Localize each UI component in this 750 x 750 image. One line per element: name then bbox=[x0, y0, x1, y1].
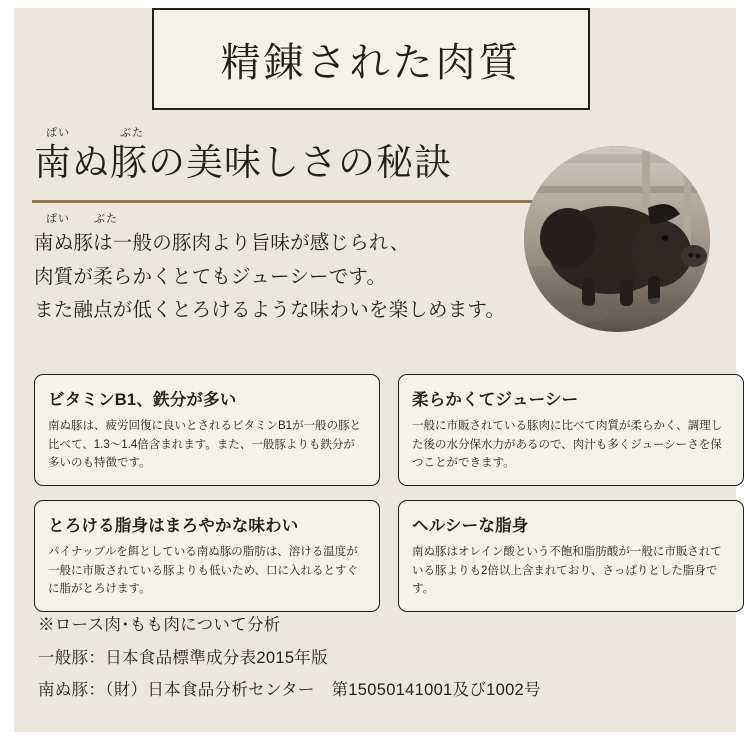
section-heading-block bbox=[34, 124, 564, 185]
top-margin bbox=[0, 0, 750, 8]
heading-ruby-row bbox=[34, 124, 564, 142]
pig-photo-illustration bbox=[524, 146, 710, 332]
section-heading: 南ぬ豚の美味しさの秘訣 bbox=[34, 141, 452, 184]
feature-box-list bbox=[34, 374, 744, 612]
body-ruby-1: ぱい bbox=[46, 213, 70, 225]
feature-title: 柔らかくてジューシー bbox=[412, 391, 579, 409]
page-title: 精錬された肉質 bbox=[220, 39, 522, 86]
feature-body: 南ぬ豚は、疲労回復に良いとされるビタミンB1が一般の豚と比べて、1.3〜1.4倍含まれます。また、一般豚よりも鉄分が多いのも特徴です。 bbox=[48, 420, 362, 470]
footnote-line: 南ぬ豚：（財）日本食品分析センター 第15050141001及び1002号 bbox=[38, 680, 541, 699]
feature-box bbox=[398, 500, 744, 612]
body-ruby-row bbox=[34, 210, 564, 227]
intro-line-2: 肉質が柔らかくとてもジューシーです。 bbox=[34, 265, 387, 288]
feature-title: ビタミンB1、鉄分が多い bbox=[48, 391, 237, 409]
heading-underline bbox=[32, 200, 547, 203]
heading-ruby-2: ぶた bbox=[120, 127, 144, 139]
feature-body: パイナップルを餌としている南ぬ豚の脂肪は、溶ける温度が一般に市販されている豚よりも低いため、口に入れるとすぐに脂がとろけます。 bbox=[48, 545, 359, 596]
bottom-margin bbox=[0, 732, 750, 750]
page-background bbox=[14, 0, 736, 750]
feature-title: ヘルシーな脂身 bbox=[412, 516, 529, 535]
feature-box bbox=[398, 374, 744, 486]
feature-body: 南ぬ豚はオレイン酸という不飽和脂肪酸が一般に市販されている豚よりも2倍以上含まれており、さっぱりとした脂身です。 bbox=[412, 545, 722, 596]
heading-ruby-1: ぱい bbox=[46, 127, 70, 139]
footnote-line: 一般豚：日本食品標準成分表2015年版 bbox=[38, 648, 328, 667]
intro-line-3: また融点が低くとろけるような味わいを楽しめます。 bbox=[34, 299, 506, 322]
feature-box bbox=[34, 500, 380, 612]
intro-paragraph bbox=[34, 210, 564, 328]
feature-title: とろける脂身はまろやかな味わい bbox=[48, 516, 299, 535]
feature-body: 一般に市販されている豚肉に比べて肉質が柔らかく、調理した後の水分保水力があるので、肉汁も多くジューシーさを保つことができます。 bbox=[412, 420, 723, 470]
pig-photo bbox=[524, 146, 710, 332]
footnote-line: ※ロース肉･もも肉について分析 bbox=[38, 616, 281, 635]
intro-line-1: 南ぬ豚は一般の豚肉より旨味が感じられ、 bbox=[34, 232, 410, 254]
page-title-box bbox=[152, 8, 590, 110]
footnote-block bbox=[38, 609, 738, 706]
body-ruby-2: ぶた bbox=[94, 213, 118, 225]
feature-box bbox=[34, 374, 380, 486]
